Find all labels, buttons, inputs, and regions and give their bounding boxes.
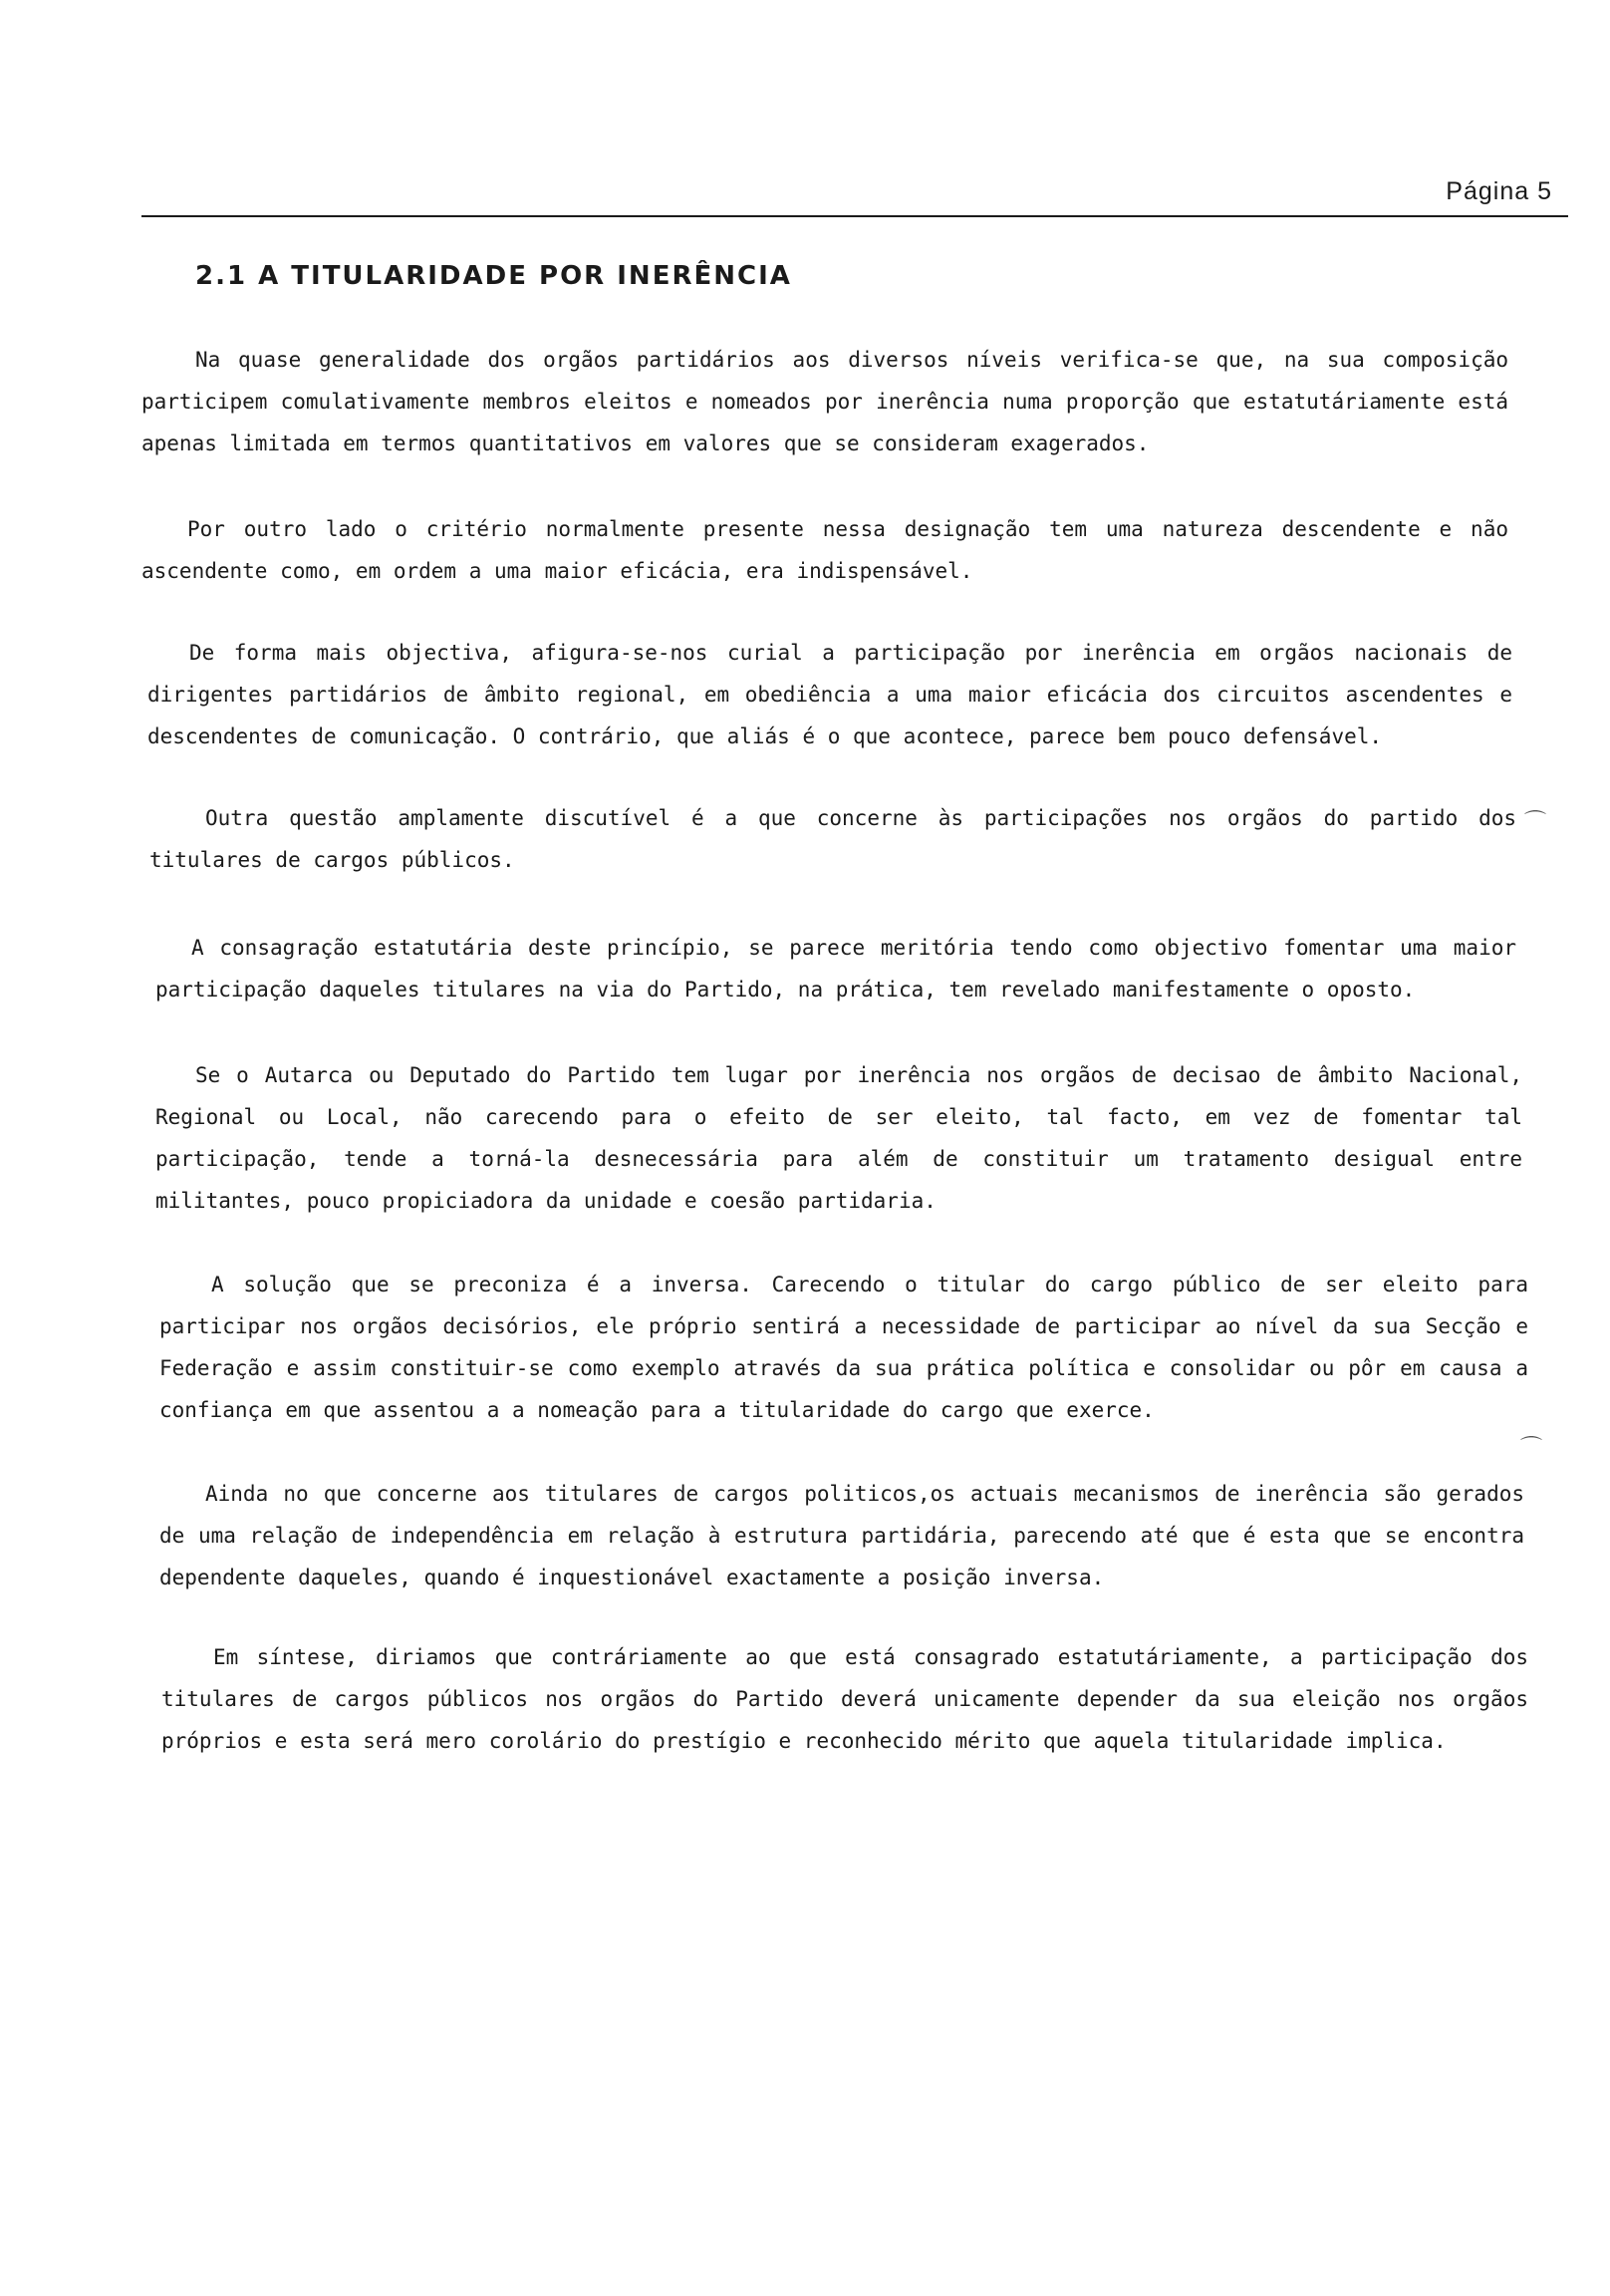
paragraph-9: Em síntese, diriamos que contráriamente ao que está consagrado estatutáriamente, a participação dos titulares de cargos públicos nos orgãos do Partido deverá unicamente depender da sua eleição nos orgãos próprios e esta será mero corolário do prestígio e reconhecido mérito que aquela titularidade implica. [161,1645,1528,1753]
margin-mark-icon: ⌒ [1524,810,1547,835]
paragraph-6: Se o Autarca ou Deputado do Partido tem lugar por inerência nos orgãos de decisao de âmbito Nacional, Regional ou Local, não carecendo para o efeito de ser eleito, tal facto, em vez de fomentar tal participação, tende a torná-la desnecessária para além de constituir um tratamento desigual entre militantes, pouco propiciadora da unidade e coesão partidaria. [155,1063,1522,1213]
margin-mark-icon: ⌒ [1520,1436,1543,1461]
paragraph-8: Ainda no que concerne aos titulares de cargos politicos,os actuais mecanismos de inerência são gerados de uma relação de independência em relação à estrutura partidária, parecendo até que é esta que se encontra dependente daqueles, quando é inquestionável exactamente a posição inversa. [159,1482,1524,1589]
page-number: Página 5 [1446,177,1552,205]
paragraph-3: De forma mais objectiva, afigura-se-nos curial a participação por inerência em orgãos nacionais de dirigentes partidários de âmbito regional, em obediência a uma maior eficácia dos circuitos ascendentes e descendentes de comunicação. O contrário, que aliás é o que acontece, parece bem pouco defensável. [147,641,1512,748]
section-heading: 2.1 A TITULARIDADE POR INERÊNCIA [195,261,792,291]
paragraph-2: Por outro lado o critério normalmente presente nessa designação tem uma natureza descendente e não ascendente como, em ordem a uma maior eficácia, era indispensável. [141,517,1508,583]
paragraph-7: A solução que se preconiza é a inversa. Carecendo o titular do cargo público de ser eleito para participar nos orgãos decisórios, ele próprio sentirá a necessidade de participar ao nível da sua Secção e Federação e assim constituir-se como exemplo através da sua prática política e consolidar ou pôr em causa a confiança em que assentou a a nomeação para a titularidade do cargo que exerce. [159,1273,1528,1422]
paragraph-4: Outra questão amplamente discutível é a que concerne às participações nos orgãos do partido dos titulares de cargos públicos. [149,806,1516,872]
header-rule [141,215,1568,217]
paragraph-5: A consagração estatutária deste princípio, se parece meritória tendo como objectivo fomentar uma maior participação daqueles titulares na via do Partido, na prática, tem revelado manifestamente o oposto. [155,936,1516,1002]
paragraph-1: Na quase generalidade dos orgãos partidários aos diversos níveis verifica-se que, na sua composição participem comulativamente membros eleitos e nomeados por inerência numa proporção que estatutáriamente está apenas limitada em termos quantitativos em valores que se consideram exagerados. [141,348,1508,455]
